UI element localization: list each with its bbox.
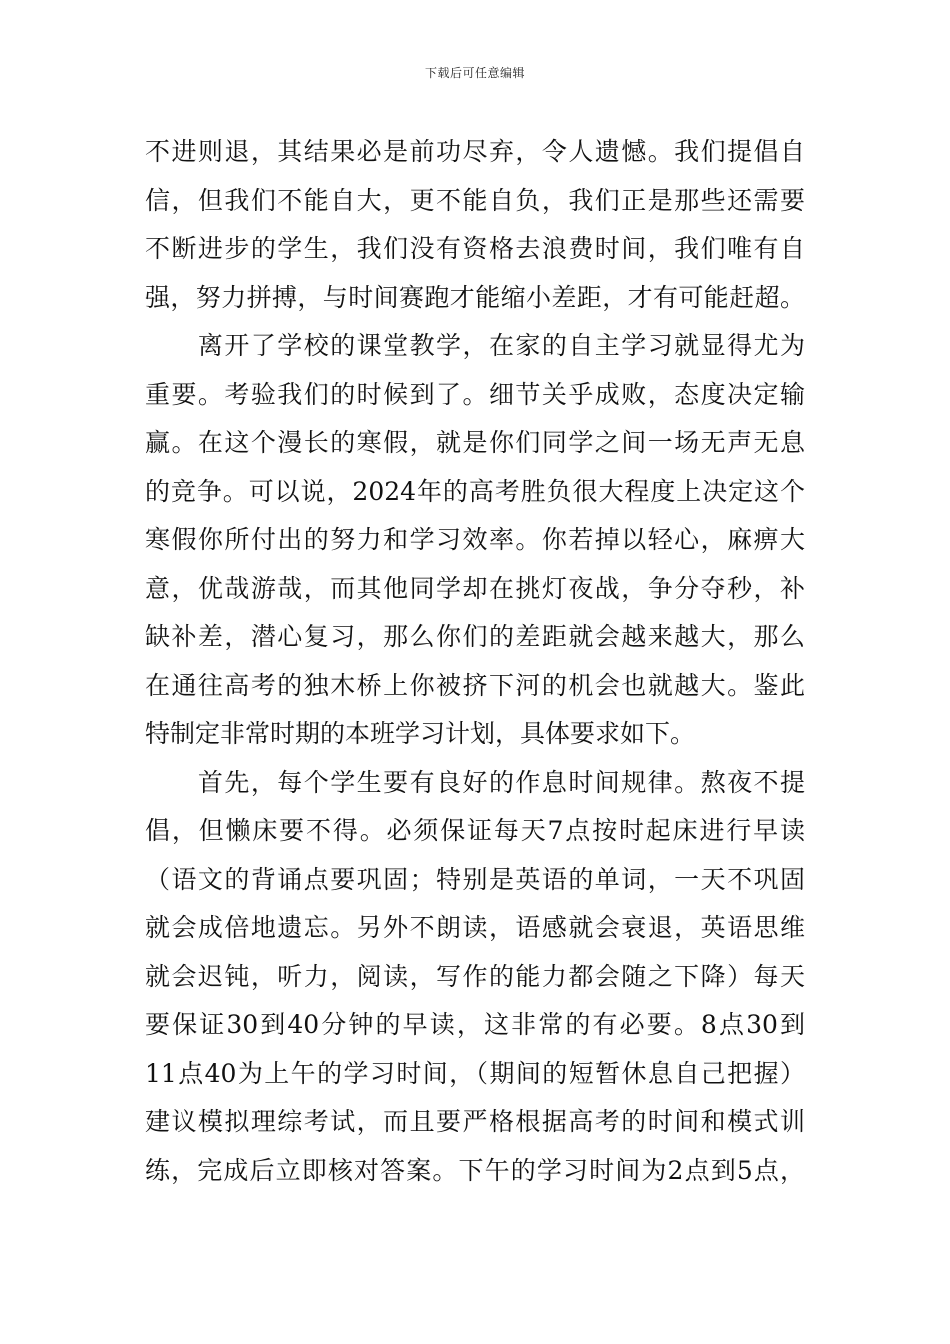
- text-line: 倡，但懒床要不得。必须保证每天7点按时起床进行早读: [145, 816, 805, 845]
- text-line: 建议模拟理综考试，而且要严格根据高考的时间和模式训: [145, 1107, 805, 1136]
- text-line: 就会成倍地遗忘。另外不朗读，语感就会衰退，英语思维: [145, 913, 805, 942]
- text-line: 不断进步的学生，我们没有资格去浪费时间，我们唯有自: [145, 234, 805, 263]
- text-line: 缺补差，潜心复习，那么你们的差距就会越来越大，那么: [145, 622, 805, 651]
- text-line: （语文的背诵点要巩固；特别是英语的单词，一天不巩固: [145, 864, 805, 894]
- text-line: 就会迟钝，听力，阅读，写作的能力都会随之下降）每天: [145, 961, 805, 991]
- text-line: 离开了学校的课堂教学，在家的自主学习就显得尤为: [145, 331, 805, 360]
- text-line: 不进则退，其结果必是前功尽弃，令人遗憾。我们提倡自: [145, 137, 805, 166]
- text-line: 首先，每个学生要有良好的作息时间规律。熬夜不提: [145, 767, 805, 797]
- text-line: 要保证30到40分钟的早读，这非常的有必要。8点30到: [145, 1010, 805, 1039]
- text-line: 的竞争。可以说，2024年的高考胜负很大程度上决定这个: [145, 476, 805, 506]
- text-line: 在通往高考的独木桥上你被挤下河的机会也就越大。鉴此: [145, 670, 805, 700]
- text-line: 意，优哉游哉，而其他同学却在挑灯夜战，争分夺秒，补: [145, 573, 805, 603]
- text-line: 强，努力拼搏，与时间赛跑才能缩小差距，才有可能赶超。: [145, 282, 805, 312]
- text-line: 练，完成后立即核对答案。下午的学习时间为2点到5点，: [145, 1155, 805, 1185]
- text-line: 赢。在这个漫长的寒假，就是你们同学之间一场无声无息: [145, 428, 805, 457]
- text-line: 信，但我们不能自大，更不能自负，我们正是那些还需要: [145, 185, 805, 215]
- text-line: 重要。考验我们的时候到了。细节关乎成败，态度决定输: [145, 379, 805, 409]
- text-line: 11点40为上午的学习时间，（期间的短暂休息自己把握）: [145, 1058, 805, 1088]
- text-line: 寒假你所付出的努力和学习效率。你若掉以轻心，麻痹大: [145, 525, 805, 554]
- page-header-note: 下载后可任意编辑: [424, 66, 525, 80]
- text-line: 特制定非常时期的本班学习计划，具体要求如下。: [145, 719, 696, 748]
- document-body: [145, 128, 805, 1195]
